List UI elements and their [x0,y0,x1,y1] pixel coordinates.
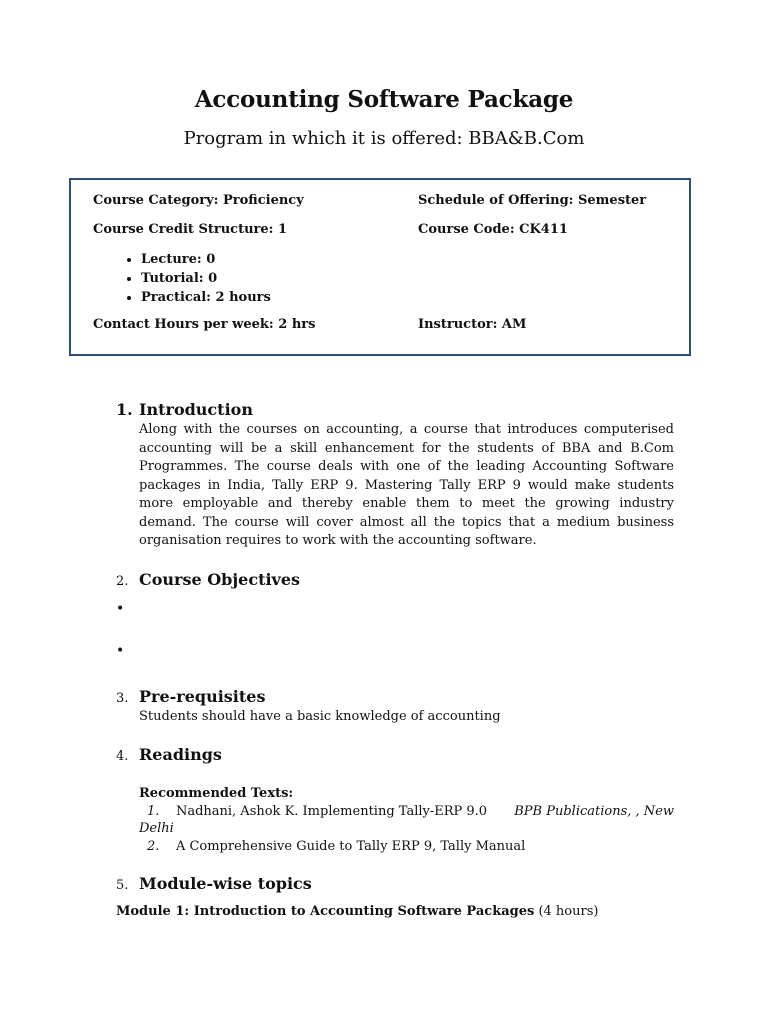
section-heading-readings [116,745,222,764]
section-number: 4. [116,749,129,764]
section-heading-modules [116,874,312,893]
reading-item-1 [147,803,674,820]
section-number: 5. [116,878,129,893]
recommended-texts-label: Recommended Texts: [139,786,294,801]
section-title: Pre-requisites [139,687,266,706]
section-title: Introduction [139,400,253,419]
course-category: Course Category: Proficiency [93,193,304,208]
module-1-line [116,904,598,919]
document-title: Accounting Software Package [194,86,574,113]
section-number: 3. [116,691,129,706]
section-number: 1. [116,400,133,419]
reading-number: 2. [147,839,160,854]
reading-citation: Nadhani, Ashok K. Implementing Tally-ERP 9.0 [175,804,488,819]
reading-publisher: BPB Publications, , New [514,804,674,819]
credit-components-list [93,250,271,307]
introduction-paragraph: Along with the courses on accounting, a course that introduces computerised accounting will be a skill enhancement for the students of BBA and B.Com Programmes. The course deals with one of the leading Accounting Software packages in India, Tally ERP 9. Mastering Tally ERP 9 would make students more employable and thereby enable them to meet the growing industry demand. The course will cover almost all the topics that a medium business organisation requires to work with the accounting software. [139,422,674,548]
course-code: Course Code: CK411 [418,222,568,237]
reading-item-2 [147,838,525,855]
module-hours: (4 hours) [538,904,599,919]
credit-component-tutorial: • Tutorial: 0 [141,269,271,288]
objective-bullet: • [116,643,125,659]
credit-component-practical: • Practical: 2 hours [141,288,271,307]
section-number: 2. [116,574,129,589]
prerequisites-text: Students should have a basic knowledge of accounting [139,709,501,724]
document-subtitle: Program in which it is offered: BBA&B.Com [183,128,585,149]
credit-component-lecture: • Lecture: 0 [141,250,271,269]
reading-number: 1. [147,804,160,819]
section-title: Module-wise topics [139,874,312,893]
section-title: Course Objectives [139,570,301,589]
section-title: Readings [139,745,222,764]
course-info-box [69,178,691,356]
reading-item-1-continued [139,820,174,837]
contact-hours: Contact Hours per week: 2 hrs [93,317,316,332]
schedule-of-offering: Schedule of Offering: Semester [418,193,647,208]
credit-structure: Course Credit Structure: 1 [93,222,288,237]
objective-bullet: • [116,601,125,617]
reading-citation: A Comprehensive Guide to Tally ERP 9, Tally Manual [175,839,526,854]
module-title: Module 1: Introduction to Accounting Software Packages [116,904,535,919]
section-heading-objectives [116,570,300,589]
section-heading-introduction [116,400,253,419]
instructor: Instructor: AM [418,317,527,332]
section-heading-prerequisites [116,687,265,706]
reading-publisher-city: Delhi [139,821,174,836]
